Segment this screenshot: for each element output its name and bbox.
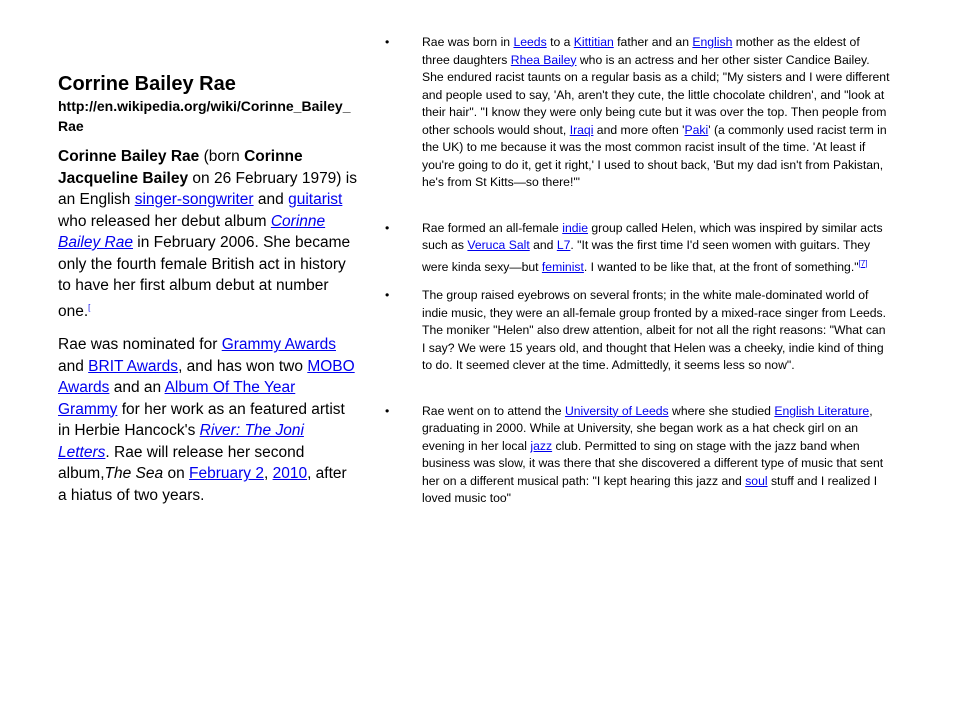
link-album-of-the-year[interactable]: Album Of The Year Grammy [58,379,296,418]
right-column [385,34,890,519]
link-english-literature[interactable]: English Literature [774,403,870,418]
link-english[interactable]: English [692,35,733,49]
link-l7[interactable]: L7 [556,238,571,252]
link-kittitian[interactable]: Kittitian [573,35,614,49]
link-university-of-leeds[interactable]: University of Leeds [564,403,669,418]
bullet-icon: • [385,403,390,418]
list-item-early-life: • Rae was born in Leeds to a Kittitian father and an English mother as the eldest of three daughters Rhea Bailey who is an actress and her other sister Candice Bailey. She endured racist taunts on a regular basis as a child; "My sisters and I were different and people used to say, 'Ah, aren't they cute, the little chocolate children', and "look at their hair". "I know they were only being cute but it was over the top. Then people from other schools would shout, Iraqi and more often 'Paki' (a commonly used racist term in the UK) to me because it was the most common racist insult of the time. 'At least if you're going to do it, get it right,' I used to shout back, 'But my dad isn't from Pakistan, he's from St Kitts—so there!'" [385,35,890,189]
link-guitarist[interactable]: guitarist [288,191,343,208]
link-february-2[interactable]: February 2 [189,465,264,483]
nominations-paragraph: Rae was nominated for Grammy Awards and BRIT Awards, and has won two MOBO Awards and an Album Of The Year Grammy for her work as an featured artist in Herbie Hancock's River: The Joni Letters. Rae will release her second album,The Sea on February 2, 2010, after a hiatus of two years. [58,336,355,504]
link-2010[interactable]: 2010 [272,465,308,483]
link-album[interactable]: Corinne Bailey Rae [58,212,326,251]
link-brit-awards[interactable]: BRIT Awards [88,357,179,375]
link-rhea-bailey[interactable]: Rhea Bailey [510,52,577,67]
link-singer-songwriter[interactable]: singer-songwriter [134,191,254,208]
link-jazz[interactable]: jazz [530,438,553,453]
link-veruca-salt[interactable]: Veruca Salt [467,238,530,252]
list-item-helen-band: • Rae formed an all-female indie group called Helen, which was inspired by similar acts such as Veruca Salt and L7. "It was the first time I'd seen women with guitars. They were kinda sexy—but feminist. I wanted to be like that, at the front of something."[7] [385,220,883,274]
link-iraqi[interactable]: Iraqi [569,122,594,137]
list-item-group-reception: • The group raised eyebrows on several fronts; in the white male-dominated world of indie music, they were an all-female group fronted by a mixed-race singer from Leeds. The moniker "Helen" also drew attention, albeit for not all the right reasons: "What can I say? We were 15 years old, and thought that Helen was a cheeky, indie kind of thing to do. It seemed clever at the time. Admittedly, it seems less so now". [385,288,887,373]
link-mobo-awards[interactable]: MOBO Awards [58,357,355,397]
link-paki[interactable]: Paki [684,122,709,137]
list-item-university: • Rae went on to attend the University of Leeds where she studied English Literature, graduating in 2000. While at University, she began work as a hat check girl on an evening in her local jazz club. Permitted to sing on stage with the jazz band when business was slow, it was there that she discovered a different type of music that sent her on a different musical path: "I kept hearing this jazz and soul stuff and I realized I loved music too" [385,403,884,506]
bullet-icon: • [385,35,390,49]
bullet-icon: • [385,220,390,235]
reference-link-7[interactable]: [7] [858,258,868,268]
reference-link[interactable]: [ [88,302,91,312]
link-grammy-awards[interactable]: Grammy Awards [221,336,336,354]
link-soul[interactable]: soul [745,473,768,488]
source-url: http://en.wikipedia.org/wiki/Corinne_Bailey_Rae [58,98,351,134]
intro-paragraph: Corinne Bailey Rae (born Corinne Jacqueline Bailey on 26 February 1979) is an English singer-songwriter and guitarist who released her debut album Corinne Bailey Rae in February 2006. She became only the fourth female British act in history to have her first album debut at number one.[ [58,148,357,320]
left-column [58,72,358,506]
link-indie[interactable]: indie [562,220,588,235]
link-leeds[interactable]: Leeds [513,35,547,49]
bullet-icon: • [385,288,390,303]
name-bold: Corinne Bailey Rae [58,148,200,165]
album-the-sea: The Sea [104,465,164,483]
page-title: Corrine Bailey Rae [58,73,236,95]
link-river-joni-letters[interactable]: River: The Joni Letters [58,422,304,461]
birthname-bold: Corinne Jacqueline Bailey [58,148,303,187]
link-feminist[interactable]: feminist [541,259,584,274]
